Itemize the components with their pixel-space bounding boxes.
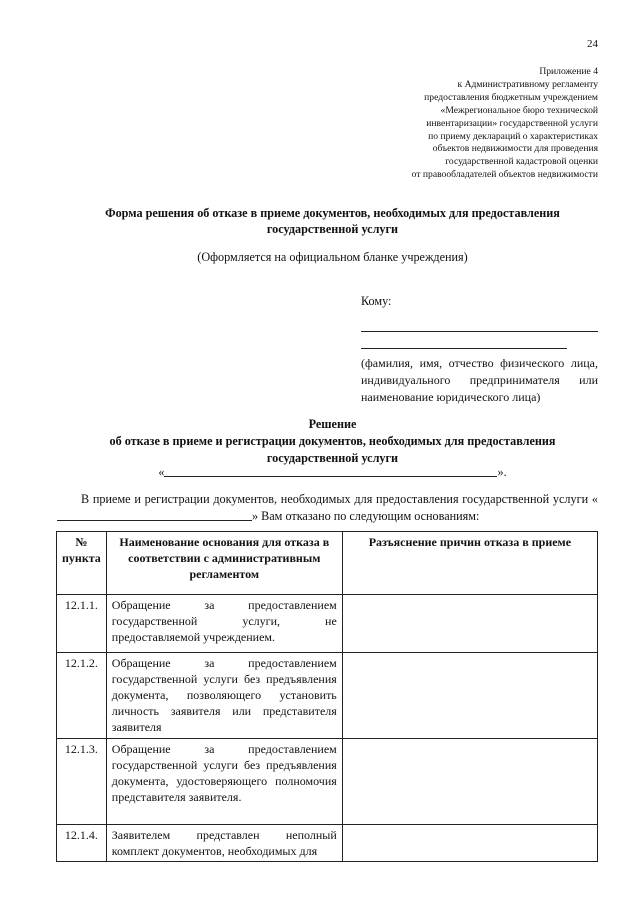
appendix-line: к Административному регламенту <box>457 78 598 90</box>
form-title <box>60 205 605 237</box>
row-name: Обращение за предоставлением государственной услуги, не предоставляемой учреждением. <box>106 595 342 653</box>
row-num: 12.1.1. <box>57 595 107 653</box>
table-header-row <box>57 532 598 595</box>
table-row <box>57 739 598 825</box>
row-explanation <box>342 739 597 825</box>
reasons-table <box>56 531 598 862</box>
row-num: 12.1.4. <box>57 825 107 862</box>
row-name: Заявителем представлен неполный комплект документов, необходимых для <box>106 825 342 862</box>
recipient-note: (фамилия, имя, отчество физического лица, индивидуального предпринимателя или наименование юридического лица) <box>361 356 598 404</box>
row-explanation <box>342 595 597 653</box>
recipient-blank-line <box>361 311 598 332</box>
appendix-line: инвентаризации» государственной услуги <box>426 117 598 129</box>
row-name: Обращение за предоставлением государственной услуги без предъявления документа, позволяющего установить личность заявителя или представителя заявителя <box>106 653 342 739</box>
row-explanation <box>342 825 597 862</box>
appendix-line: по приему деклараций о характеристиках <box>428 130 598 142</box>
form-subtitle: (Оформляется на официальном бланке учреждения) <box>197 250 468 264</box>
appendix-line: объектов недвижимости для проведения <box>432 143 598 155</box>
header-explanation: Разъяснение причин отказа в приеме <box>342 532 597 595</box>
refusal-paragraph <box>57 491 598 525</box>
header-num: № пункта <box>57 532 107 595</box>
appendix-line: предоставления бюджетным учреждением <box>424 91 598 103</box>
form-title-line: государственной услуги <box>266 222 399 236</box>
row-explanation <box>342 653 597 739</box>
decision-heading-block <box>60 416 605 467</box>
table-row <box>57 595 598 653</box>
paragraph-end: » Вам отказано по следующим основаниям: <box>252 509 480 523</box>
recipient-label: Кому: <box>361 294 392 308</box>
appendix-line: «Межрегиональное бюро технической <box>440 104 598 116</box>
appendix-line: от правообладателей объектов недвижимости <box>411 169 598 181</box>
decision-heading-line: государственной услуги <box>266 451 399 465</box>
appendix-line: государственной кадастровой оценки <box>445 156 598 168</box>
header-name: Наименование основания для отказа в соответствии с административным регламентом <box>106 532 342 595</box>
appendix-header <box>338 66 598 182</box>
decision-heading-line: об отказе в приеме и регистрации документов, необходимых для предоставления <box>109 434 556 448</box>
page-number: 24 <box>587 38 598 50</box>
row-name: Обращение за предоставлением государственной услуги без предъявления документа, удостоверяющего полномочия представителя заявителя. <box>106 739 342 825</box>
table-row <box>57 653 598 739</box>
paragraph-start: В приеме и регистрации документов, необходимых для предоставления государственной услуги « <box>81 492 598 506</box>
close-quote: ». <box>497 465 507 479</box>
open-quote: « <box>158 465 165 479</box>
service-name-blank <box>164 464 497 477</box>
recipient-blank-line <box>361 332 567 349</box>
decision-heading: Решение <box>308 417 357 431</box>
table-row <box>57 825 598 862</box>
row-num: 12.1.2. <box>57 653 107 739</box>
service-name-line <box>60 464 605 480</box>
appendix-line: Приложение 4 <box>539 66 598 77</box>
form-title-line: Форма решения об отказе в приеме документов, необходимых для предоставления <box>105 206 560 220</box>
recipient-block <box>361 294 598 406</box>
service-blank <box>57 508 252 521</box>
row-num: 12.1.3. <box>57 739 107 825</box>
